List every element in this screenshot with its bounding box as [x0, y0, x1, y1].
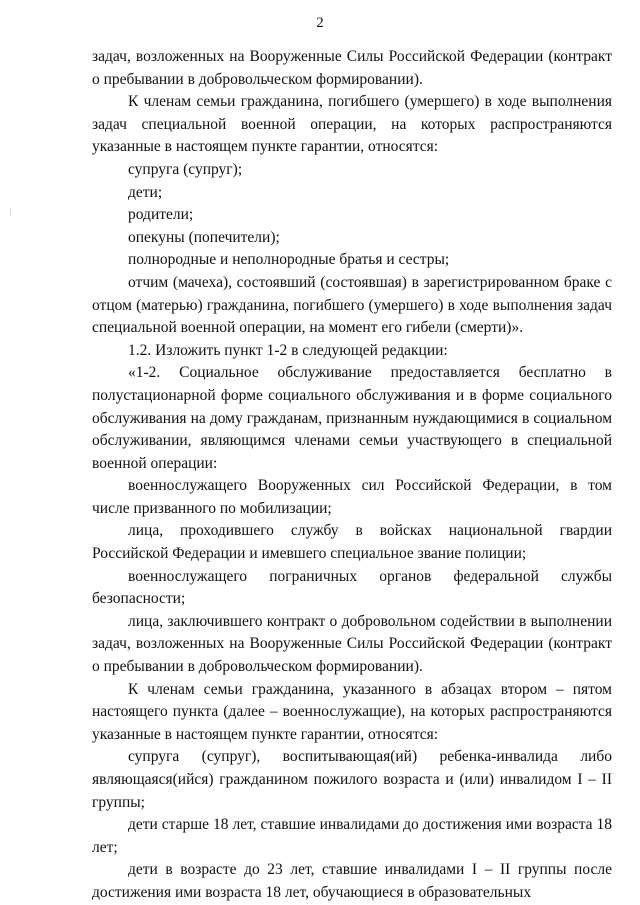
paragraph-family-members-intro: К членам семьи гражданина, погибшего (умершего) в ходе выполнения задач специальной военной операции, на которых распространяются указанные в настоящем пункте гарантии, относятся: — [92, 93, 612, 156]
list-item-border-service: военнослужащего пограничных органов федеральной службы безопасности; — [92, 567, 612, 608]
list-item-children: дети; — [128, 183, 163, 201]
document-body — [92, 46, 612, 905]
page-number: 2 — [316, 15, 324, 31]
paragraph-family-members-servicemen: К членам семьи гражданина, указанного в абзацах втором – пятом настоящего пункта (далее – военнослужащие), на которых распространяются указанные в настоящем пункте гарантии, относятся: — [92, 680, 612, 743]
clause-1-2-text: «1-2. Социальное обслуживание предоставляется бесплатно в полустационарной форме социального обслуживания и в форме социального обслуживания на дому гражданам, признанным нуждающимися в социальном обслуживании, являющимся членами семьи участвующего в специальной военной операции: — [92, 364, 612, 472]
list-item-siblings: полнородные и неполнородные братья и сестры; — [128, 251, 450, 269]
list-item-spouse: супруга (супруг); — [128, 160, 243, 178]
list-item-volunteer-contract: лица, заключившего контракт о добровольном содействии в выполнении задач, возложенных на Вооруженные Силы Российской Федерации (контракт о пребывании в добровольческом формировании). — [92, 612, 612, 676]
list-item-spouse-caregiver: супруга (супруг), воспитывающая(ий) ребенка-инвалида либо являющаяся(ийся) гражданином пожилого возраста и (или) инвалидом I – II группы; — [92, 748, 612, 811]
list-item-children-under-23: дети в возрасте до 23 лет, ставшие инвалидами I – II группы после достижения ими возраста 18 лет, обучающиеся в образовательных — [92, 861, 612, 901]
clause-1-2-heading: 1.2. Изложить пункт 1-2 в следующей редакции: — [128, 341, 448, 359]
margin-mark — [10, 208, 11, 216]
list-item-guardians: опекуны (попечители); — [128, 228, 280, 246]
list-item-national-guard: лица, проходившего службу в войсках национальной гвардии Российской Федерации и имевшего специальное звание полиции; — [92, 522, 612, 563]
paragraph-continuation: задач, возложенных на Вооруженные Силы Российской Федерации (контракт о пребывании в добровольческом формировании). — [92, 48, 612, 88]
list-item-stepparent: отчим (мачеха), состоявший (состоявшая) в зарегистрированном браке с отцом (матерью) гражданина, погибшего (умершего) в ходе выполнения задач специальной военной операции, на момент его гибели (смерти)». — [92, 273, 612, 337]
list-item-adult-disabled-children: дети старше 18 лет, ставшие инвалидами до достижения ими возраста 18 лет; — [92, 816, 612, 856]
list-item-parents: родители; — [128, 206, 194, 224]
list-item-serviceman: военнослужащего Вооруженных сил Российской Федерации, в том числе призванного по мобилизации; — [92, 477, 612, 517]
